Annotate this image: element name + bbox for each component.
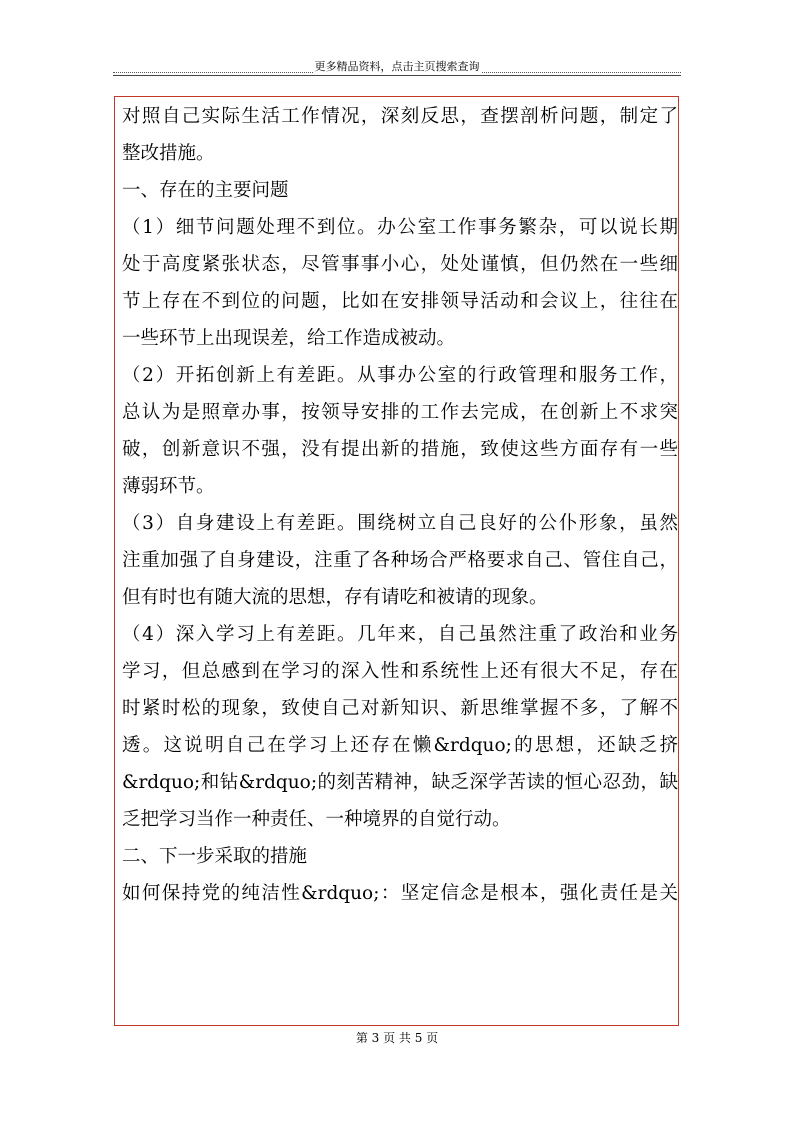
header-solid-rule [113,75,681,76]
text-line: 处于高度紧张状态，尽管事事小心，处处谨慎，但仍然在一些细 [122,254,678,275]
text-line: （2）开拓创新上有差距。从事办公室的行政管理和服务工作， [122,365,678,386]
text-line: 总认为是照章办事，按领导安排的工作去完成，在创新上不求突 [122,402,678,423]
document-body [122,98,678,912]
text-line: 一些环节上出现误差，给工作造成被动。 [122,328,456,349]
text-line: 但有时也有随大流的思想，存有请吃和被请的现象。 [122,587,548,608]
text-line: 破，创新意识不强，没有提出新的措施，致使这些方面存有一些 [122,439,678,460]
text-line: 注重加强了自身建设，注重了各种场合严格要求自己、管住自己， [122,550,678,571]
text-line: （3）自身建设上有差距。围绕树立自己良好的公仆形象，虽然 [122,513,678,534]
text-line: （4）深入学习上有差距。几年来，自己虽然注重了政治和业务 [122,624,678,645]
text-line: 二、下一步采取的措施 [122,846,308,867]
page-header [113,60,681,78]
text-line: 时紧时松的现象，致使自己对新知识、新思维掌握不多，了解不 [122,698,678,719]
text-line: 薄弱环节。 [122,476,215,497]
page-number: 第 3 页 共 5 页 [355,1031,439,1045]
text-line: 一、存在的主要问题 [122,180,289,201]
text-line: 透。这说明自己在学习上还存在懒&rdquo;的思想，还缺乏挤 [122,735,678,756]
header-text [113,60,681,74]
header-link-text[interactable]: 更多精品资料，点击主页搜索查询 [314,60,480,73]
text-line: 乏把学习当作一种责任、一种境界的自觉行动。 [122,809,511,830]
text-line: 节上存在不到位的问题，比如在安排领导活动和会议上，往往在 [122,291,678,312]
text-line: （1）细节问题处理不到位。办公室工作事务繁杂，可以说长期 [122,217,678,238]
text-line: 学习，但总感到在学习的深入性和系统性上还有很大不足，存在 [122,661,678,682]
text-line: 整改措施。 [122,143,215,164]
text-line: &rdquo;和钻&rdquo;的刻苦精神，缺乏深学苦读的恒心忍劲，缺 [122,772,678,793]
text-line: 对照自己实际生活工作情况，深刻反思，查摆剖析问题，制定了 [122,106,678,127]
text-line: 如何保持党的纯洁性&rdquo;：坚定信念是根本，强化责任是关 [122,883,678,904]
